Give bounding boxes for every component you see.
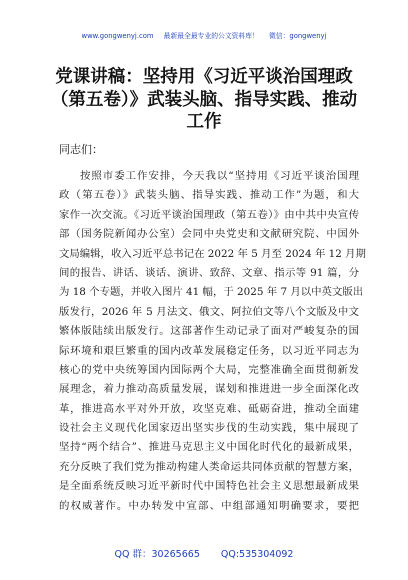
contact-footer xyxy=(0,546,408,560)
site-header xyxy=(0,30,408,40)
title-line: （第五卷）》武装头脑、指导实践、推动 xyxy=(50,89,358,110)
body-line: 是全面系统反映习近平新时代中国特色社会主义思想最新成果 xyxy=(59,480,359,493)
salutation: 同志们： xyxy=(59,143,103,156)
qq-contact: QQ:535304092 xyxy=(220,549,294,560)
body-line: 按照市委工作安排，今天我以“坚持用《习近平谈治国理 xyxy=(80,170,359,182)
qq-group-contact: QQ 群：30265665 xyxy=(114,549,200,560)
wechat-contact: 微信：gongwenyj xyxy=(269,32,327,40)
document-title xyxy=(40,66,368,134)
body-line: 繁体版陆续出版发行。这部著作生动记录了面对严峻复杂的国 xyxy=(59,325,359,338)
title-line: 党课讲稿：坚持用《习近平谈治国理政 xyxy=(55,67,353,87)
body-line: 部（国务院新闻办公室）会同中央党史和文献研究院、中国外 xyxy=(59,228,359,241)
body-line: 为 18 个专题，并收入图片 41 幅，于 2025 年 7 月以中英文版出 xyxy=(59,286,364,299)
body-line: 设社会主义现代化国家迈出坚实步伐的生动实践，集中展现了 xyxy=(59,422,359,435)
body-line: 版发行，2026 年 5 月法文、俄文、阿拉伯文等八个文版及中文 xyxy=(59,305,359,318)
body-line: 的权威著作。中办转发中宣部、中组部通知明确要求，要把 xyxy=(59,499,359,512)
body-line: 革，推进高水平对外开放，攻坚克难、砥砺奋进，推动全面建 xyxy=(59,402,359,415)
body-line: 充分反映了我们党为推动构建人类命运共同体贡献的智慧方案， xyxy=(59,460,359,473)
body-line: 展理念，着力推动高质量发展，谋划和推进进一步全面深化改 xyxy=(59,383,359,396)
site-slogan: 最新最全最专业的公文资料库！ xyxy=(163,32,259,40)
body-line: 坚持“两个结合”、推进马克思主义中国化时代化的最新成果， xyxy=(59,441,359,454)
body-line: 文局编辑，收入习近平总书记在 2022 年 5 月至 2024 年 12 月期 xyxy=(59,247,366,260)
body-line: 核心的党中央统筹国内国际两个大局，完整准确全面贯彻新发 xyxy=(59,363,359,376)
title-line: 工作 xyxy=(186,112,222,132)
body-line: 间的报告、讲话、谈话、演讲、致辞、文章、指示等 91 篇，分 xyxy=(59,266,359,279)
document-body xyxy=(59,167,366,516)
body-line: 政（第五卷）》武装头脑、指导实践、推动工作”为题，和大 xyxy=(59,189,359,202)
body-line: 家作一次交流。《习近平谈治国理政（第五卷）》由中共中央宣传 xyxy=(59,208,359,221)
site-url-link[interactable]: www.gongwenyj.com xyxy=(81,32,154,40)
body-line: 际环境和艰巨繁重的国内改革发展稳定任务，以习近平同志为 xyxy=(59,344,359,357)
